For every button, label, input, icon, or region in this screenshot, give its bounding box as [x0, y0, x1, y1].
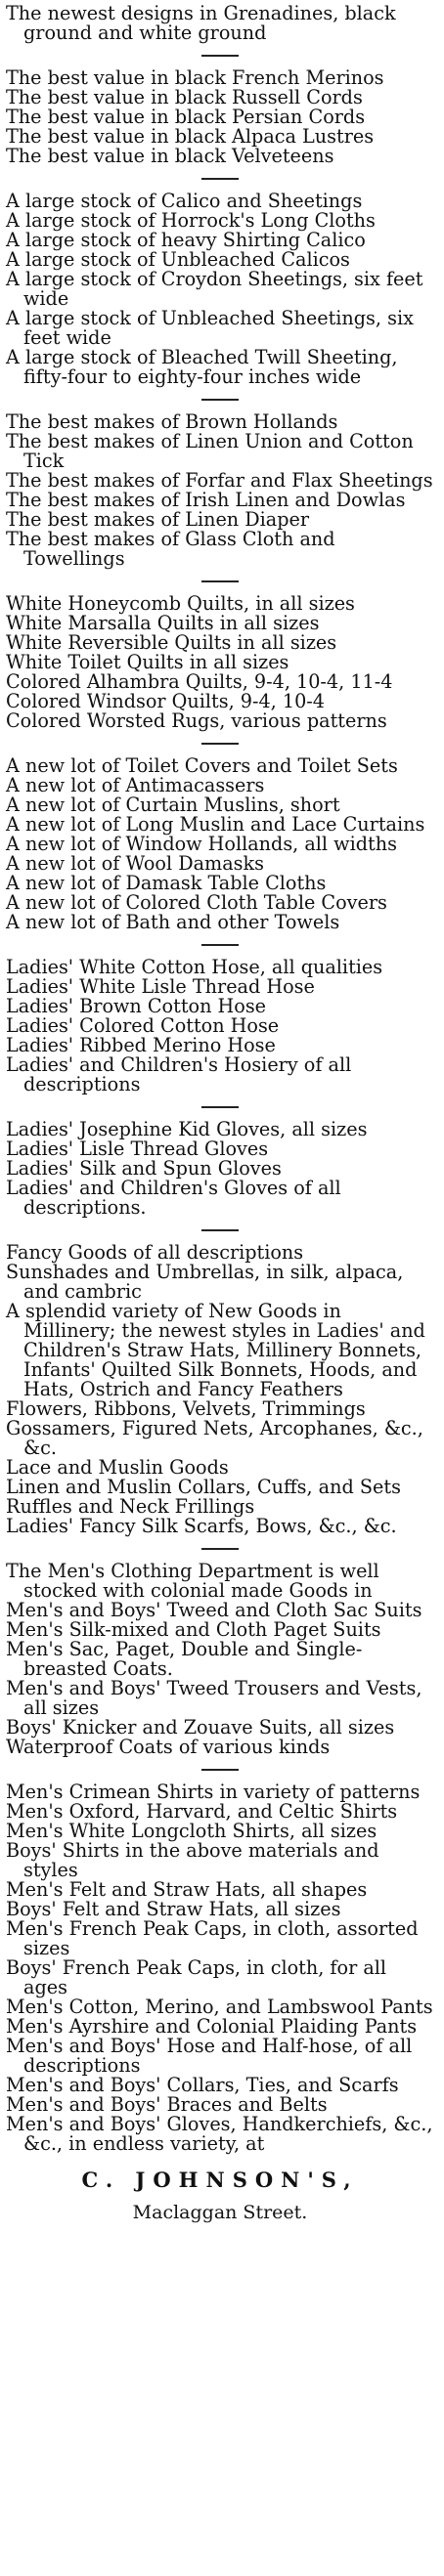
list-item: Flowers, Ribbons, Velvets, Trimmings	[6, 1397, 366, 1420]
list-item: Ladies' Silk and Spun Gloves	[6, 1157, 282, 1180]
list-item: Gossamers, Figured Nets, Arcophanes, &c., &c.	[6, 1417, 423, 1459]
list-item: Men's and Boys' Tweed and Cloth Sac Suits	[6, 1599, 422, 1621]
list-item: Men's and Boys' Gloves, Handkerchiefs, &c., &c., in endless variety, at	[6, 2113, 433, 2155]
section-divider	[201, 55, 239, 57]
list-item: Men's Silk-mixed and Cloth Paget Suits	[6, 1618, 381, 1641]
list-item: The best makes of Irish Linen and Dowlas	[6, 489, 406, 511]
list-item: Men's Felt and Straw Hats, all shapes	[6, 1878, 368, 1901]
list-item: Colored Alhambra Quilts, 9-4, 10-4, 11-4	[6, 670, 393, 693]
item-group	[6, 594, 434, 731]
list-item: Men's Cotton, Merino, and Lambswool Pants	[6, 1996, 433, 2018]
merchant-street: Maclaggan Street.	[132, 2202, 308, 2223]
list-item: A large stock of Unbleached Calicos	[6, 248, 350, 271]
list-item: Ladies' Ribbed Merino Hose	[6, 1034, 276, 1056]
section-divider	[201, 1769, 239, 1771]
list-item: Sunshades and Umbrellas, in silk, alpaca, and cambric	[6, 1261, 404, 1303]
list-item: Men's Oxford, Harvard, and Celtic Shirts	[6, 1800, 398, 1823]
list-item: A new lot of Antimacassers	[6, 774, 265, 796]
list-item: Ladies' Brown Cotton Hose	[6, 995, 267, 1017]
list-item: The best value in black Alpaca Lustres	[6, 125, 375, 148]
section-divider	[201, 1106, 239, 1108]
list-item: White Marsalla Quilts in all sizes	[6, 612, 320, 634]
list-item: Men's Crimean Shirts in variety of patterns	[6, 1781, 421, 1803]
list-item: A new lot of Colored Cloth Table Covers	[6, 891, 387, 914]
item-group	[6, 192, 434, 387]
list-item: White Reversible Quilts in all sizes	[6, 631, 337, 654]
list-item: Men's White Longcloth Shirts, all sizes	[6, 1820, 377, 1842]
list-item: A large stock of Croydon Sheetings, six feet wide	[6, 268, 423, 310]
item-group	[6, 1562, 434, 1757]
list-item: Boys' Knicker and Zouave Suits, all sizes	[6, 1716, 395, 1739]
list-item: Men's Ayrshire and Colonial Plaiding Pants	[6, 2015, 418, 2038]
section-divider	[201, 743, 239, 745]
list-item: Waterproof Coats of various kinds	[6, 1736, 331, 1758]
list-item: Men's French Peak Caps, in cloth, assorted sizes	[6, 1917, 419, 1959]
list-item: The best value in black Persian Cords	[6, 106, 366, 128]
section-divider	[201, 580, 239, 582]
list-item: Ladies' Fancy Silk Scarfs, Bows, &c., &c.	[6, 1515, 397, 1537]
item-group	[6, 756, 434, 932]
list-item: Colored Windsor Quilts, 9-4, 10-4	[6, 690, 325, 712]
list-item: A new lot of Bath and other Towels	[6, 911, 340, 933]
list-item: A large stock of heavy Shirting Calico	[6, 229, 366, 251]
list-item: Boys' French Peak Caps, in cloth, for all ages	[6, 1956, 387, 1998]
list-item: Fancy Goods of all descriptions	[6, 1241, 304, 1264]
list-item: Men's and Boys' Hose and Half-hose, of all descriptions	[6, 2035, 413, 2077]
item-group	[6, 958, 434, 1095]
item-group	[6, 1120, 434, 1218]
list-item: The newest designs in Grenadines, black ground and white ground	[6, 2, 396, 44]
list-item: Boys' Shirts in the above materials and styles	[6, 1839, 379, 1881]
item-group	[6, 68, 434, 166]
list-item: The Men's Clothing Department is well stocked with colonial made Goods in	[6, 1560, 379, 1602]
list-item: A splendid variety of New Goods in Millinery; the newest styles in Ladies' and Children's Straw Hats, Millinery Bonnets, Infants' Quilted Silk Bonnets, Hoods, and Hats, Ostrich and Fancy Feathers	[6, 1300, 425, 1400]
list-item: Men's and Boys' Collars, Ties, and Scarfs	[6, 2074, 399, 2096]
list-item: Linen and Muslin Collars, Cuffs, and Sets	[6, 1476, 401, 1498]
section-divider	[201, 944, 239, 946]
section-divider	[201, 399, 239, 401]
list-item: The best value in black Russell Cords	[6, 86, 363, 108]
list-item: Ladies' and Children's Gloves of all descriptions.	[6, 1177, 341, 1219]
list-item: A new lot of Toilet Covers and Toilet Sets	[6, 754, 398, 777]
list-item: The best value in black French Merinos	[6, 66, 384, 89]
list-item: Ladies' Lisle Thread Gloves	[6, 1138, 269, 1160]
list-item: A new lot of Wool Damasks	[6, 852, 264, 875]
list-item: White Toilet Quilts in all sizes	[6, 651, 289, 673]
list-item: White Honeycomb Quilts, in all sizes	[6, 592, 355, 615]
list-item: Boys' Felt and Straw Hats, all sizes	[6, 1898, 341, 1920]
item-group	[6, 412, 434, 569]
list-item: Ladies' Josephine Kid Gloves, all sizes	[6, 1118, 368, 1140]
list-item: A new lot of Damask Table Cloths	[6, 872, 327, 894]
list-item: The best makes of Glass Cloth and Towellings	[6, 528, 335, 570]
section-divider	[201, 1229, 239, 1231]
item-group	[6, 1243, 434, 1536]
merchant-name: C. JOHNSON'S,	[81, 2168, 359, 2192]
list-item: A large stock of Bleached Twill Sheeting, fifty-four to eighty-four inches wide	[6, 346, 398, 388]
item-groups	[6, 4, 434, 2154]
list-item: A new lot of Curtain Muslins, short	[6, 794, 340, 816]
list-item: The best value in black Velveteens	[6, 145, 334, 167]
list-item: The best makes of Forfar and Flax Sheetings	[6, 469, 433, 492]
item-group	[6, 4, 434, 43]
list-item: A new lot of Long Muslin and Lace Curtains	[6, 813, 425, 836]
list-item: Men's and Boys' Tweed Trousers and Vests, all sizes	[6, 1677, 422, 1719]
section-divider	[201, 1548, 239, 1550]
list-item: Ladies' Colored Cotton Hose	[6, 1014, 280, 1037]
list-item: Lace and Muslin Goods	[6, 1456, 229, 1479]
list-item: A large stock of Horrock's Long Cloths	[6, 209, 376, 232]
list-item: Ladies' and Children's Hosiery of all descriptions	[6, 1053, 352, 1095]
section-divider	[201, 178, 239, 180]
list-item: A large stock of Calico and Sheetings	[6, 190, 363, 212]
item-group	[6, 1782, 434, 2154]
list-item: Ladies' White Cotton Hose, all qualities	[6, 956, 383, 978]
list-item: The best makes of Linen Diaper	[6, 508, 310, 531]
list-item: Ruffles and Neck Frillings	[6, 1495, 255, 1518]
list-item: Ladies' White Lisle Thread Hose	[6, 975, 315, 998]
list-item: A new lot of Window Hollands, all widths	[6, 833, 397, 855]
list-item: The best makes of Brown Hollands	[6, 410, 338, 433]
list-item: The best makes of Linen Union and Cotton Tick	[6, 430, 414, 472]
list-item: Men's Sac, Paget, Double and Single-breasted Coats.	[6, 1638, 363, 1680]
list-item: Colored Worsted Rugs, various patterns	[6, 709, 387, 732]
list-item: A large stock of Unbleached Sheetings, six feet wide	[6, 307, 414, 349]
list-item: Men's and Boys' Braces and Belts	[6, 2093, 328, 2116]
